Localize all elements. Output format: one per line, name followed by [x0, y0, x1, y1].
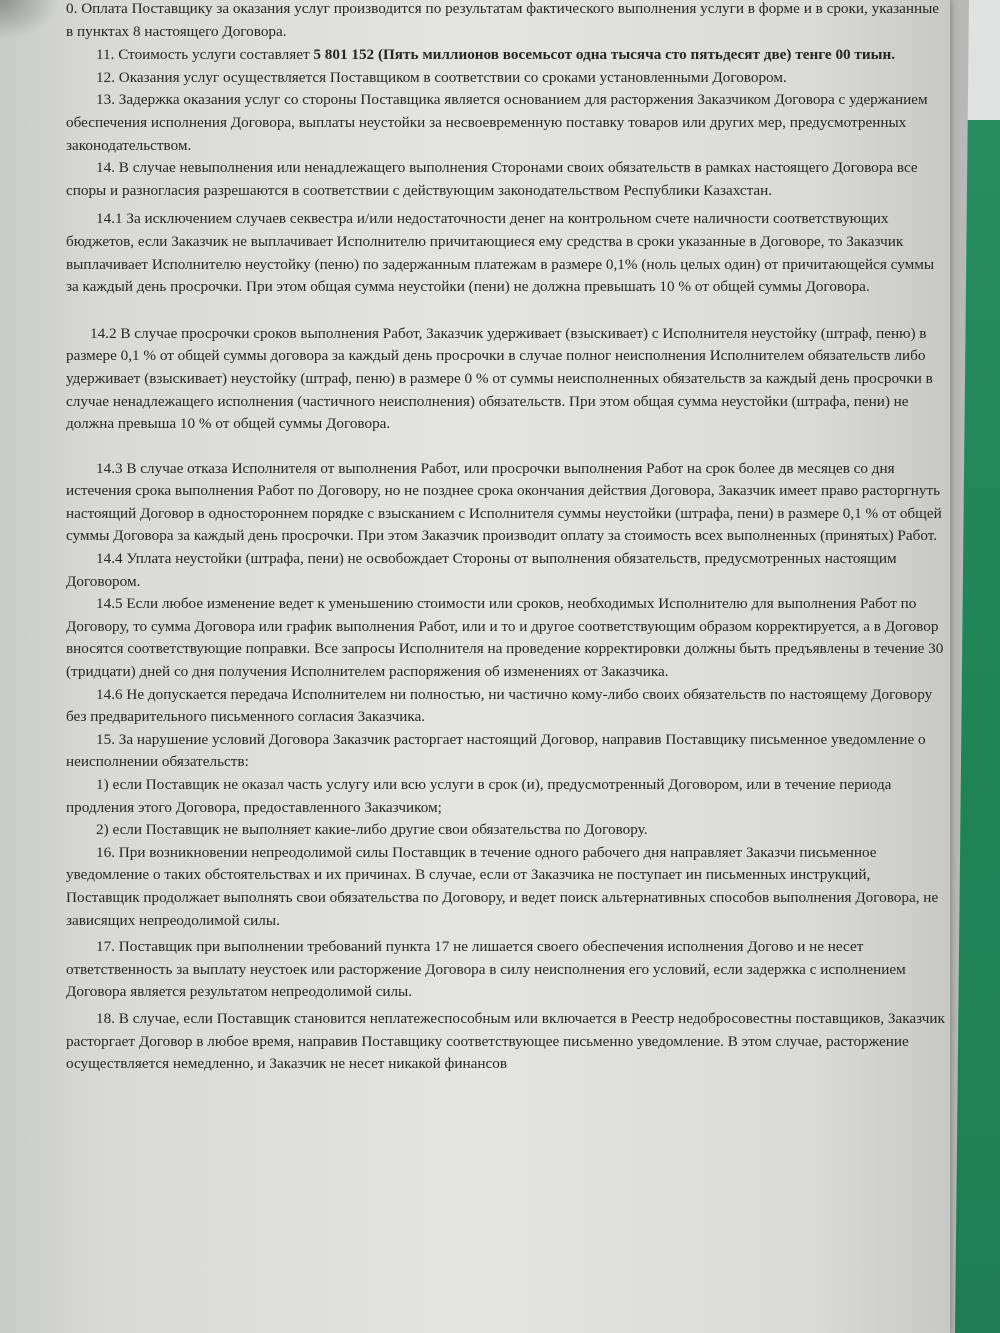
paragraph-14-3: 14.3 В случае отказа Исполнителя от выполнения Работ, или просрочки выполнения Работ на срок более дв месяцев со дня истечения срока выполнения Работ по Договору, но не позднее срока окончания действия Договора, Заказчик имеет право расторгнуть настоящий Договор в одностороннем порядке с взысканием с Исполнителя суммы неустойки (штрафа, пени) в размере 0,1 % от общей суммы Договора за каждый день просрочки. При этом Заказчик производит оплату за стоимость всех выполненных (принятых) Работ. — [66, 459, 942, 545]
paper-curl — [0, 0, 60, 40]
paragraph-14: 14. В случае невыполнения или ненадлежащего выполнения Сторонами своих обязательств в рамках настоящего Договора все споры и разногласия разрешаются в соответствии с действующим законодательством Республики Казахстан. — [66, 159, 918, 199]
paragraph-11 — [66, 44, 946, 67]
paragraph-11-amount: 5 801 152 (Пять миллионов восемьсот одна тысяча сто пятьдесят две) тенге 00 тиын. — [313, 46, 896, 64]
paragraph-12: 12. Оказания услуг осуществляется Поставщиком в соответствии со сроками установленными Договором. — [96, 68, 787, 86]
paragraph-14-4: 14.4 Уплата неустойки (штрафа, пени) не освобождает Стороны от выполнения обязательств, предусмотренных настоящим Договором. — [66, 550, 897, 590]
paragraph-16: 16. При возникновении непреодолимой силы Поставщик в течение одного рабочего дня направляет Заказчи письменное уведомление о таких обстоятельствах и их причинах. В случае, если от Заказчика не поступает ин письменных инструкций, Поставщик продолжает выполнять свои обязательства по Договору, и ведет поиск альтернативных способов выполнения Договора, не зависящих непреодолимой силы. — [66, 843, 939, 929]
paragraph-14-2: 14.2 В случае просрочки сроков выполнения Работ, Заказчик удерживает (взыскивает) с Исполнителя неустойку (штраф, пеню) в размере 0,1 % от общей суммы договора за каждый день просрочки в случае полног неисполнения Исполнителем обязательств либо удерживает (взыскивает) неустойку (штраф, пеню) в размере 0 % от суммы неисполненных обязательств за каждый день просрочки в случае ненадлежащего исполнения (частичного неисполнения) обязательств. При этом общая сумма неустойки (штрафа, пени) не должна превыша 10 % от общей суммы Договора. — [66, 324, 933, 433]
paragraph-17: 17. Поставщик при выполнении требований пункта 17 не лишается своего обеспечения исполнения Догово и не несет ответственность за выплату неустоек или расторжение Договора в силу неисполнения его условий, если задержка с исполнением Договора является результатом непреодолимой силы. — [66, 938, 906, 1001]
paragraph-10-tail: 0. Оплата Поставщику за оказания услуг производится по результатам фактического выполнения услуги в форме и в сроки, указанные в пунктах 8 настоящего Договора. — [66, 0, 940, 40]
paragraph-15-item-2: 2) если Поставщик не выполняет какие-либо другие свои обязательства по Договору. — [96, 821, 648, 839]
paragraph-18: 18. В случае, если Поставщик становится неплатежеспособным или включается в Реестр недобросовестны поставщиков, Заказчик расторгает Договор в любое время, направив Поставщику соответствующее письменно уведомление. В этом случае, расторжение осуществляется немедленно, и Заказчик не несет никакой финансов — [66, 1009, 945, 1073]
paragraph-14-6: 14.6 Не допускается передача Исполнителем ни полностью, ни частично кому-либо своих обязательств по настоящему Договору без предварительного письменного согласия Заказчика. — [66, 685, 933, 726]
spacer — [66, 299, 946, 317]
paragraph-14-5: 14.5 Если любое изменение ведет к уменьшению стоимости или сроков, необходимых Исполнителю для выполнения Работ по Договору, то сумма Договора или график выполнения Работ, или и то и другое соответствующим образом корректируется, а в Договор вносятся соответствующие поправки. Все запросы Исполнителя на проведение корректировки должны быть предъявлены в течение 30 (тридцати) дней со дня получения Исполнителем распоряжения об изменениях от Заказчика. — [66, 595, 944, 681]
paragraph-15-item-1: 1) если Поставщик не оказал часть услугу или всю услуги в срок (и), предусмотренный Договором, или в течение периода продления этого Договора, предоставленного Заказчиком; — [66, 776, 892, 816]
spacer — [66, 436, 946, 454]
paragraph-13: 13. Задержка оказания услуг со стороны Поставщика является основанием для расторжения Заказчиком Договора с удержанием обеспечения исполнения Договора, выплаты неустойки за несвоевременную поставку товаров или других мер, предусмотренных законодательством. — [66, 91, 928, 154]
paragraph-15: 15. За нарушение условий Договора Заказчик расторгает настоящий Договор, направив Поставщику письменное уведомление о неисполнении обязательств: — [66, 730, 926, 771]
contract-text — [66, 0, 946, 1076]
paragraph-14-1: 14.1 За исключением случаев секвестра и/или недостаточности денег на контрольном счете наличности соответствующих бюджетов, если Заказчик не выплачивает Исполнителю причитающиеся ему средства в сроки указанные в Договоре, то Заказчик выплачивает Исполнителю неустойку (пеню) по задержанным платежам в размере 0,1% (ноль целых один) от причитающейся суммы за каждый день просрочки. При этом общая сумма неустойки (пени) не должна превышать 10 % от общей суммы Договора. — [66, 210, 935, 296]
paragraph-11-text: 11. Стоимость услуги составляет — [96, 46, 314, 64]
